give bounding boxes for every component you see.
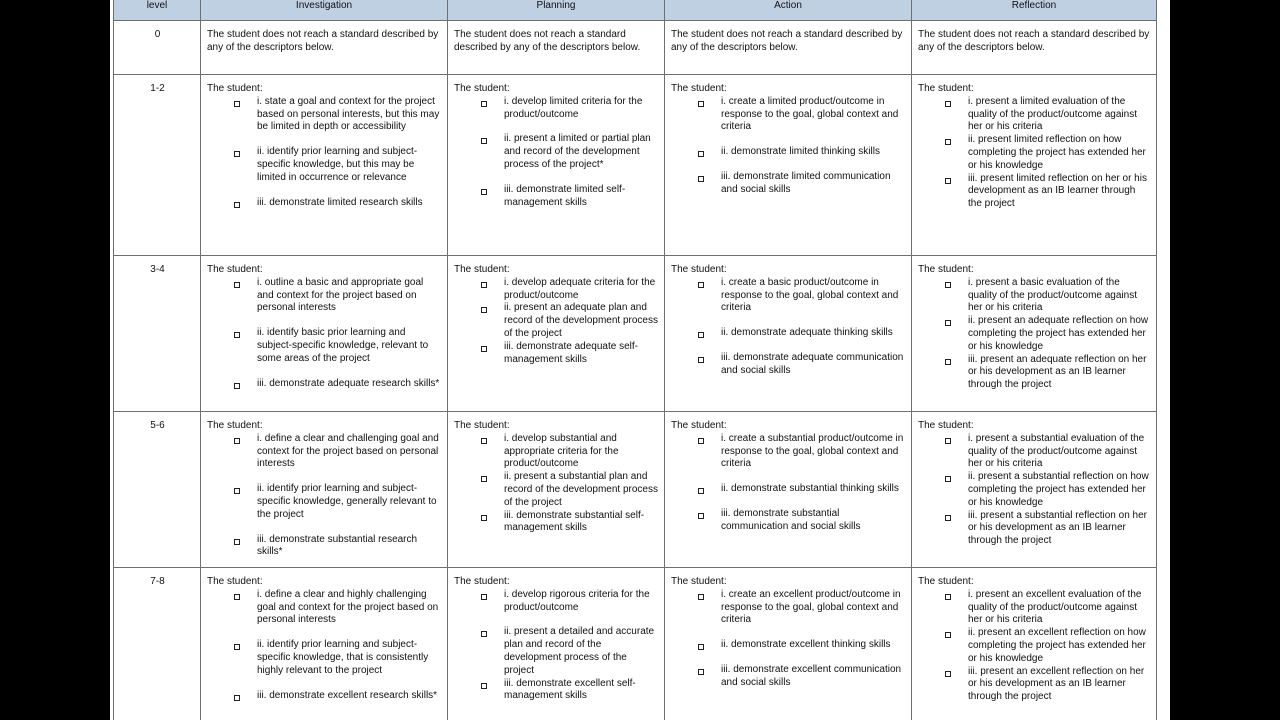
cell-text: The student does not reach a standard described by any of the descriptors below. <box>454 29 641 53</box>
cell-text: The student does not reach a standard described by any of the descriptors below. <box>207 29 439 53</box>
rubric-row-7-8 <box>114 568 1157 720</box>
rubric-row-1-2 <box>114 75 1157 256</box>
descriptor-item: ii. demonstrate limited thinking skills <box>671 146 906 159</box>
descriptor-item: i. define a clear and challenging goal and context for the project based on personal interests <box>207 433 442 471</box>
descriptor-item: ii. present an adequate plan and record of the development process of the project <box>454 302 659 340</box>
descriptor-item: iii. demonstrate excellent self-management skills <box>454 678 659 704</box>
level-cell: 5-6 <box>114 412 201 568</box>
descriptor-item: iii. demonstrate limited self-management skills <box>454 184 659 210</box>
student-intro: The student: <box>671 264 727 275</box>
investigation-cell <box>201 21 448 75</box>
assessment-rubric-table <box>113 0 1157 720</box>
rubric-row-3-4 <box>114 256 1157 412</box>
descriptor-item: ii. present an adequate reflection on how completing the project has extended her or his knowledge <box>918 315 1151 353</box>
descriptor-item: iii. demonstrate adequate communication and social skills <box>671 352 906 378</box>
header-planning: Planning <box>448 0 665 21</box>
planning-cell <box>448 75 665 256</box>
descriptor-item: ii. present a substantial plan and record of the development process of the project <box>454 471 659 509</box>
descriptor-item: i. outline a basic and appropriate goal and context for the project based on personal interests <box>207 277 442 315</box>
descriptor-list <box>918 433 1151 548</box>
student-intro: The student: <box>207 83 263 94</box>
descriptor-item: i. create an excellent product/outcome in response to the goal, global context and criteria <box>671 589 906 627</box>
descriptor-item: ii. identify prior learning and subject-specific knowledge, but this may be limited in occurrence or relevance <box>207 146 442 184</box>
action-cell <box>665 412 912 568</box>
descriptor-item: ii. present limited reflection on how completing the project has extended her or his knowledge <box>918 134 1151 172</box>
investigation-cell <box>201 256 448 412</box>
student-intro: The student: <box>918 264 974 275</box>
descriptor-item: i. develop rigorous criteria for the product/outcome <box>454 589 659 615</box>
student-intro: The student: <box>207 420 263 431</box>
descriptor-list <box>454 433 659 535</box>
planning-cell <box>448 256 665 412</box>
descriptor-list <box>918 96 1151 211</box>
descriptor-item: iii. demonstrate substantial research skills* <box>207 534 442 560</box>
student-intro: The student: <box>671 576 727 587</box>
descriptor-item: ii. present a limited or partial plan and record of the development process of the project* <box>454 133 659 171</box>
action-cell <box>665 256 912 412</box>
descriptor-item: iii. present an adequate reflection on her or his development as an IB learner through the project <box>918 354 1151 392</box>
descriptor-item: ii. present an excellent reflection on how completing the project has extended her or his knowledge <box>918 627 1151 665</box>
descriptor-list <box>207 589 442 703</box>
descriptor-list <box>454 277 659 367</box>
student-intro: The student: <box>454 576 510 587</box>
cell-text: The student does not reach a standard described by any of the descriptors below. <box>918 29 1150 53</box>
header-action: Action <box>665 0 912 21</box>
level-cell: 7-8 <box>114 568 201 720</box>
descriptor-list <box>918 277 1151 392</box>
descriptor-list <box>671 277 906 378</box>
student-intro: The student: <box>454 420 510 431</box>
student-intro: The student: <box>918 420 974 431</box>
descriptor-item: ii. present a detailed and accurate plan and record of the development process of the project <box>454 626 659 677</box>
planning-cell <box>448 568 665 720</box>
student-intro: The student: <box>918 576 974 587</box>
action-cell <box>665 568 912 720</box>
level-cell: 0 <box>114 21 201 75</box>
descriptor-item: ii. demonstrate excellent thinking skills <box>671 639 906 652</box>
action-cell <box>665 21 912 75</box>
descriptor-list <box>918 589 1151 704</box>
reflection-cell <box>912 568 1157 720</box>
planning-cell <box>448 412 665 568</box>
reflection-cell <box>912 75 1157 256</box>
descriptor-list <box>207 277 442 391</box>
student-intro: The student: <box>671 83 727 94</box>
investigation-cell <box>201 75 448 256</box>
descriptor-list <box>207 433 442 559</box>
descriptor-item: iii. present a substantial reflection on her or his development as an IB learner through the project <box>918 510 1151 548</box>
descriptor-item: i. create a substantial product/outcome in response to the goal, global context and criteria <box>671 433 906 471</box>
descriptor-item: iii. demonstrate adequate self-management skills <box>454 341 659 367</box>
descriptor-list <box>671 589 906 690</box>
descriptor-item: iii. demonstrate substantial communication and social skills <box>671 508 906 534</box>
student-intro: The student: <box>207 264 263 275</box>
header-reflection: Reflection <box>912 0 1157 21</box>
descriptor-item: ii. identify basic prior learning and subject-specific knowledge, relevant to some areas of the project <box>207 327 442 365</box>
rubric-row-0 <box>114 21 1157 75</box>
descriptor-item: ii. identify prior learning and subject-specific knowledge, generally relevant to the project <box>207 483 442 521</box>
student-intro: The student: <box>207 576 263 587</box>
descriptor-item: i. present a basic evaluation of the quality of the product/outcome against her or his criteria <box>918 277 1151 315</box>
descriptor-item: i. define a clear and highly challenging goal and context for the project based on personal interests <box>207 589 442 627</box>
student-intro: The student: <box>918 83 974 94</box>
reflection-cell <box>912 256 1157 412</box>
descriptor-item: i. present an excellent evaluation of the quality of the product/outcome against her or his criteria <box>918 589 1151 627</box>
descriptor-item: iii. demonstrate substantial self-management skills <box>454 510 659 536</box>
descriptor-item: iii. demonstrate limited communication and social skills <box>671 171 906 197</box>
planning-cell <box>448 21 665 75</box>
descriptor-item: iii. demonstrate excellent communication and social skills <box>671 664 906 690</box>
descriptor-list <box>454 589 659 703</box>
descriptor-item: i. develop limited criteria for the product/outcome <box>454 96 659 122</box>
descriptor-item: ii. present a substantial reflection on how completing the project has extended her or his knowledge <box>918 471 1151 509</box>
descriptor-item: i. present a limited evaluation of the quality of the product/outcome against her or his criteria <box>918 96 1151 134</box>
descriptor-list <box>671 96 906 197</box>
descriptor-list <box>671 433 906 534</box>
document-page <box>110 0 1170 720</box>
header-level: level <box>114 0 201 21</box>
cell-text: The student does not reach a standard described by any of the descriptors below. <box>671 29 903 53</box>
descriptor-item: iii. present an excellent reflection on her or his development as an IB learner through the project <box>918 666 1151 704</box>
descriptor-item: ii. identify prior learning and subject-specific knowledge, that is consistently highly relevant to the project <box>207 639 442 677</box>
descriptor-item: i. create a basic product/outcome in response to the goal, global context and criteria <box>671 277 906 315</box>
descriptor-item: ii. demonstrate substantial thinking skills <box>671 483 906 496</box>
student-intro: The student: <box>454 264 510 275</box>
descriptor-list <box>207 96 442 210</box>
reflection-cell <box>912 412 1157 568</box>
descriptor-item: iii. present limited reflection on her or his development as an IB learner through the project <box>918 173 1151 211</box>
descriptor-item: iii. demonstrate limited research skills <box>207 197 442 210</box>
descriptor-item: i. develop adequate criteria for the product/outcome <box>454 277 659 303</box>
level-cell: 3-4 <box>114 256 201 412</box>
header-investigation: Investigation <box>201 0 448 21</box>
action-cell <box>665 75 912 256</box>
descriptor-item: i. develop substantial and appropriate criteria for the product/outcome <box>454 433 659 471</box>
descriptor-item: iii. demonstrate excellent research skills* <box>207 690 442 703</box>
investigation-cell <box>201 412 448 568</box>
header-row <box>114 0 1157 21</box>
descriptor-item: i. create a limited product/outcome in response to the goal, global context and criteria <box>671 96 906 134</box>
student-intro: The student: <box>454 83 510 94</box>
descriptor-item: ii. demonstrate adequate thinking skills <box>671 327 906 340</box>
descriptor-item: i. present a substantial evaluation of the quality of the product/outcome against her or his criteria <box>918 433 1151 471</box>
level-cell: 1-2 <box>114 75 201 256</box>
descriptor-list <box>454 96 659 210</box>
reflection-cell <box>912 21 1157 75</box>
rubric-row-5-6 <box>114 412 1157 568</box>
investigation-cell <box>201 568 448 720</box>
student-intro: The student: <box>671 420 727 431</box>
descriptor-item: iii. demonstrate adequate research skills* <box>207 378 442 391</box>
descriptor-item: i. state a goal and context for the project based on personal interests, but this may be limited in depth or accessibility <box>207 96 442 134</box>
